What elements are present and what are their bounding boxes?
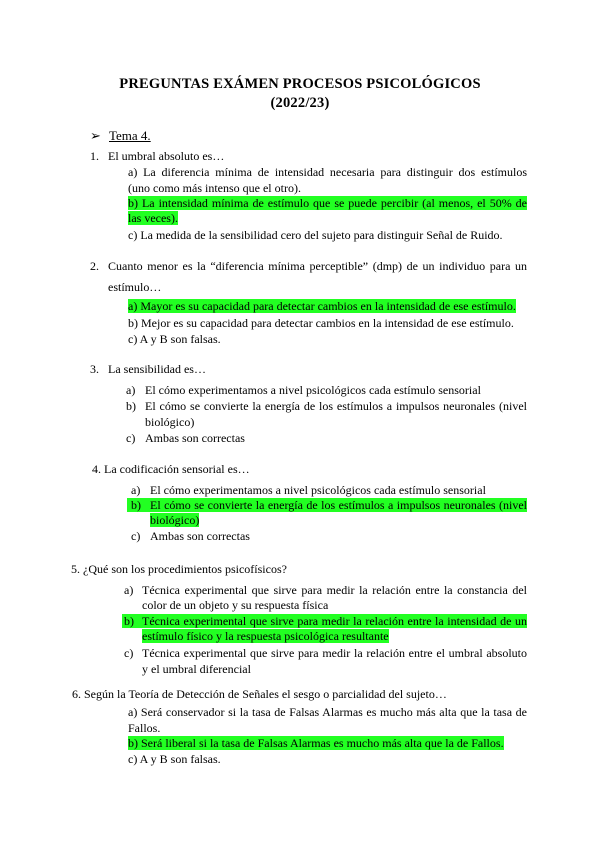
q2-option-a-correct: a) Mayor es su capacidad para detectar cambios en la intensidad de ese estímulo.	[128, 299, 516, 313]
q5-option-b-text: Técnica experimental que sirve para medir la relación entre la intensidad de un	[142, 614, 527, 628]
q1-option-a: a) La diferencia mínima de intensidad necesaria para distinguir dos estímulos	[128, 165, 527, 179]
q6-option-c: c) A y B son falsas.	[128, 752, 221, 766]
q4-text: 4. La codificación sensorial es…	[92, 462, 250, 476]
q3-option-c-letter: c)	[126, 431, 136, 445]
q1-option-a-cont: (uno como más intenso que el otro).	[128, 181, 301, 195]
q6-option-a-cont: Fallos.	[128, 721, 161, 735]
q1-option-b-cont: las veces).	[128, 211, 178, 225]
topic-bullet: ➢	[90, 128, 101, 143]
q2-option-b: b) Mejor es su capacidad para detectar cambios en la intensidad de ese estímulo.	[128, 316, 514, 330]
q5-option-b-letter: b)	[124, 614, 134, 628]
q5-option-a-letter: a)	[124, 583, 134, 597]
q4-option-b-letter: b)	[131, 498, 141, 512]
q5-option-a: Técnica experimental que sirve para medir la relación entre la constancia del	[142, 583, 527, 597]
q2-text-cont: estímulo…	[108, 280, 162, 294]
q5-option-a-cont: color de un objeto y su respuesta física	[142, 598, 329, 612]
q2-number: 2.	[90, 259, 99, 273]
q2-option-c: c) A y B son falsas.	[128, 332, 221, 346]
q3-option-a-text: El cómo experimentamos a nivel psicológicos cada estímulo sensorial	[145, 383, 481, 397]
q6-text: 6. Según la Teoría de Detección de Señales el sesgo o parcialidad del sujeto…	[72, 687, 447, 701]
q2-text: Cuanto menor es la “diferencia mínima perceptible” (dmp) de un individuo para un	[108, 259, 527, 273]
q4-option-c: Ambas son correctas	[150, 529, 250, 543]
q4-option-b-cont: biológico)	[150, 513, 200, 527]
q4-option-a: El cómo experimentamos a nivel psicológicos cada estímulo sensorial	[150, 483, 486, 497]
document-title: PREGUNTAS EXÁMEN PROCESOS PSICOLÓGICOS	[119, 76, 481, 92]
q5-option-c: Técnica experimental que sirve para medir la relación entre el umbral absoluto	[142, 646, 527, 660]
q3-option-b-cont: biológico)	[145, 415, 195, 429]
q3-option-b-letter: b)	[126, 399, 136, 413]
q3-text: La sensibilidad es…	[108, 362, 206, 376]
q1-option-c: c) La medida de la sensibilidad cero del sujeto para distinguir Señal de Ruido.	[128, 228, 503, 242]
q6-option-b-correct: b) Será liberal si la tasa de Falsas Alarmas es mucho más alta que la de Fallos.	[128, 736, 504, 750]
q1-text: El umbral absoluto es…	[108, 149, 225, 163]
q4-option-c-letter: c)	[131, 529, 141, 543]
q3-option-a-letter: a)	[126, 383, 136, 397]
topic-heading: Tema 4.	[109, 128, 151, 143]
q3-number: 3.	[90, 362, 99, 376]
q5-option-b-correct	[122, 614, 527, 628]
document-year: (2022/23)	[270, 95, 330, 111]
q5-text: 5. ¿Qué son los procedimientos psicofísicos?	[71, 562, 287, 576]
q4-option-b-text: El cómo se convierte la energía de los estímulos a impulsos neuronales (nivel	[150, 498, 527, 512]
q5-option-b-cont: estímulo físico y la respuesta psicológica resultante	[142, 629, 389, 643]
q3-option-c: Ambas son correctas	[145, 431, 245, 445]
q6-option-a: a) Será conservador si la tasa de Falsas Alarmas es mucho más alta que la tasa de	[128, 705, 527, 719]
q5-option-c-cont: y el umbral diferencial	[142, 662, 251, 676]
q1-number: 1.	[90, 149, 99, 163]
q4-option-a-letter: a)	[131, 483, 141, 497]
q1-option-b-correct: b) La intensidad mínima de estímulo que se puede percibir (al menos, el 50% de	[128, 196, 527, 210]
q3-option-b: El cómo se convierte la energía de los estímulos a impulsos neuronales (nivel	[145, 399, 527, 413]
q5-option-c-letter: c)	[124, 646, 134, 660]
q4-option-b-correct	[127, 498, 527, 512]
